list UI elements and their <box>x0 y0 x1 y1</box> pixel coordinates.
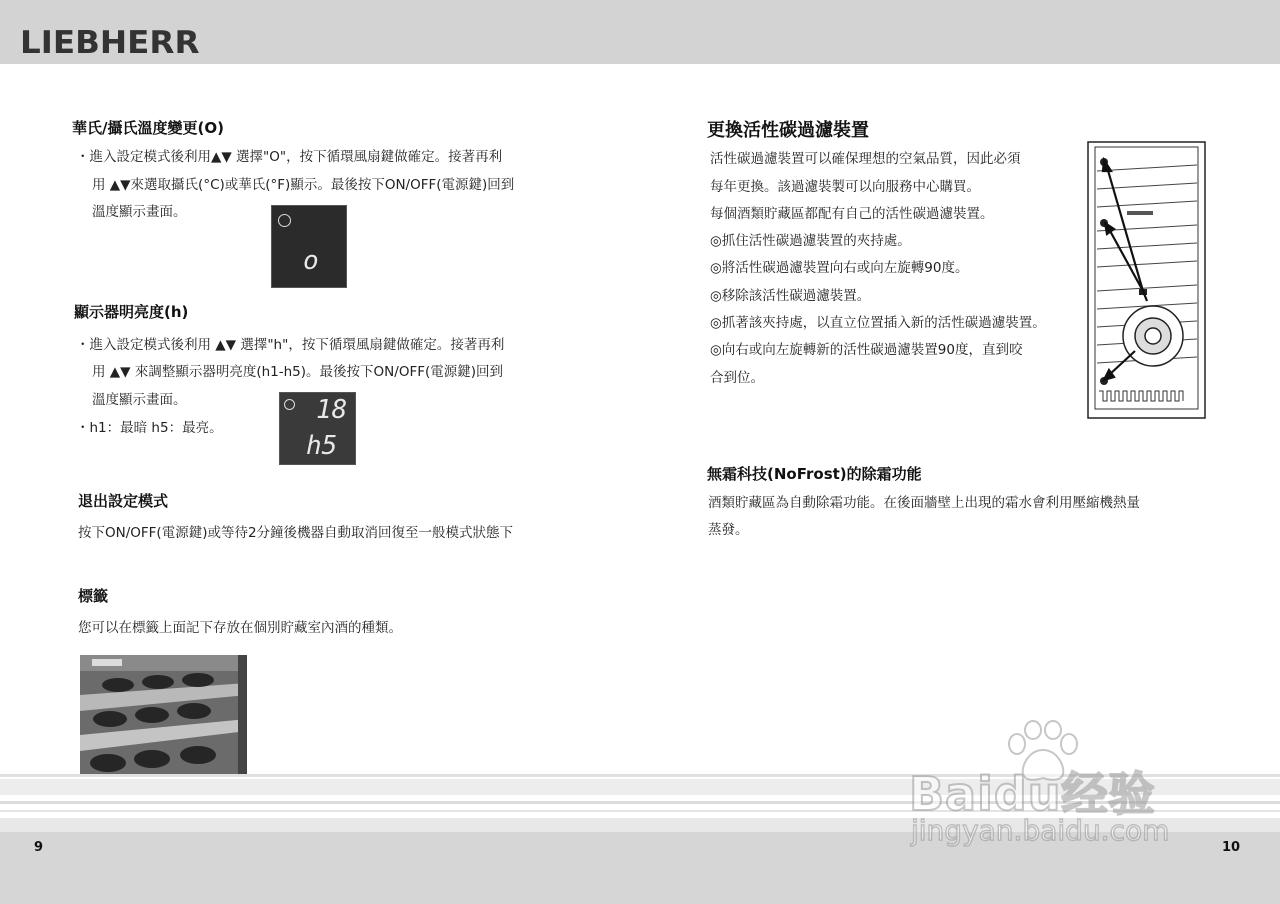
filter-line-4: ◎抓住活性碳過濾裝置的夾持處。 <box>710 233 911 249</box>
display-char: o <box>303 246 319 276</box>
section-title-temp-unit: 華氏/攝氏溫度變更(O) <box>72 119 224 137</box>
fan-icon <box>278 214 291 227</box>
brightness-line-1: ・進入設定模式後利用 ▲▼ 選擇"h"，按下循環風扇鍵做確定。接著再利 <box>76 337 505 353</box>
temp-unit-line-2: 用 ▲▼來選取攝氏(°C)或華氏(°F)顯示。最後按下ON/OFF(電源鍵)回到 <box>92 177 515 193</box>
filter-line-9: 合到位。 <box>710 370 764 386</box>
temp-unit-line-3: 溫度顯示畫面。 <box>92 204 187 220</box>
filter-diagram <box>1087 141 1206 419</box>
temp-unit-line-1: ・進入設定模式後利用▲▼ 選擇"O"，按下循環風扇鍵做確定。接著再利 <box>76 149 503 165</box>
label-text: 您可以在標籤上面記下存放在個別貯藏室內酒的種類。 <box>78 620 402 636</box>
filter-line-6: ◎移除該活性碳過濾裝置。 <box>710 288 871 304</box>
filter-line-8: ◎向右或向左旋轉新的活性碳過濾裝置90度，直到咬 <box>710 342 1023 358</box>
nofrost-line-2: 蒸發。 <box>708 522 749 538</box>
fan-icon <box>284 399 295 410</box>
brightness-line-3: 溫度顯示畫面。 <box>92 392 187 408</box>
section-title-label: 標籤 <box>78 587 109 605</box>
page-number-right: 10 <box>1222 840 1241 855</box>
section-title-filter: 更換活性碳過濾裝置 <box>707 120 869 141</box>
filter-line-1: 活性碳過濾裝置可以確保理想的空氣品質，因此必須 <box>710 151 1021 167</box>
section-title-nofrost: 無霜科技(NoFrost)的除霜功能 <box>707 465 922 483</box>
watermark-main: Baidu经验 <box>909 767 1156 821</box>
page-number-left: 9 <box>34 840 44 855</box>
nofrost-line-1: 酒類貯藏區為自動除霜功能。在後面牆壁上出現的霜水會利用壓縮機熱量 <box>708 495 1140 511</box>
filter-line-7: ◎抓著該夾持處，以直立位置插入新的活性碳過濾裝置。 <box>710 315 1046 331</box>
wine-rack-photo <box>80 655 247 775</box>
display-temp-unit <box>271 205 347 288</box>
display-top-value: 18 <box>316 395 348 425</box>
section-title-exit: 退出設定模式 <box>78 492 169 510</box>
filter-line-2: 每年更換。該過濾裝製可以向服務中心購買。 <box>710 179 980 195</box>
filter-line-3: 每個酒類貯藏區都配有自己的活性碳過濾裝置。 <box>710 206 994 222</box>
display-bottom-value: h5 <box>306 431 338 461</box>
filter-line-5: ◎將活性碳過濾裝置向右或向左旋轉90度。 <box>710 260 969 276</box>
brightness-line-4: ・h1：最暗 h5：最亮。 <box>76 420 223 436</box>
exit-text: 按下ON/OFF(電源鍵)或等待2分鐘後機器自動取消回復至一般模式狀態下 <box>78 525 514 541</box>
brand-logo: LIEBHERR <box>20 25 200 61</box>
brightness-line-2: 用 ▲▼ 來調整顯示器明亮度(h1-h5)。最後按下ON/OFF(電源鍵)回到 <box>92 364 504 380</box>
baidu-watermark <box>905 720 1205 860</box>
watermark-sub: jingyan.baidu.com <box>911 814 1170 847</box>
section-title-brightness: 顯示器明亮度(h) <box>74 303 189 321</box>
display-brightness <box>279 392 356 465</box>
